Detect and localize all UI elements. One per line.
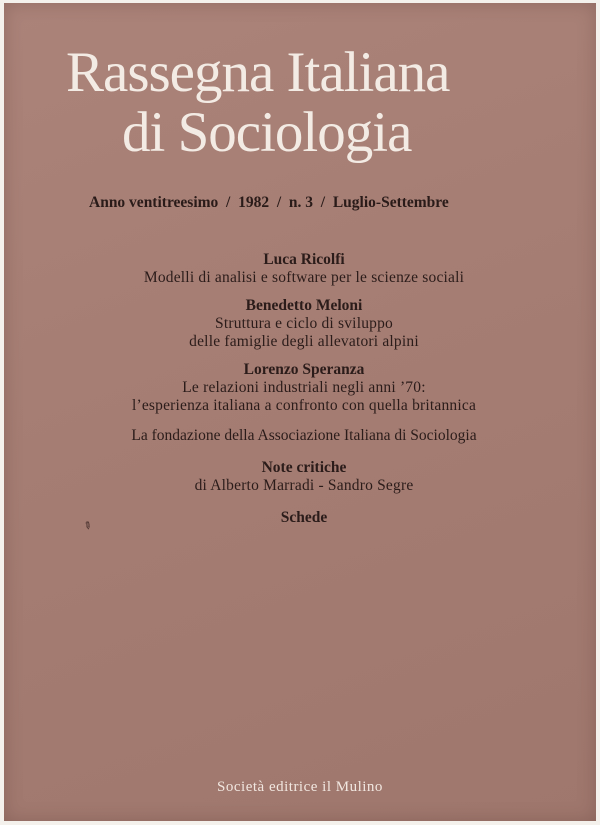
schede-section: Schede bbox=[280, 509, 328, 526]
ink-mark-icon: ✎ bbox=[80, 519, 94, 534]
foundation-article: La fondazione della Associazione Italiana di Sociologia bbox=[131, 427, 477, 444]
article-author: Benedetto Meloni bbox=[245, 297, 363, 314]
article-entry bbox=[68, 297, 540, 351]
article-title-line: Le relazioni industriali negli anni ’70: bbox=[182, 379, 426, 396]
article-entry bbox=[68, 251, 540, 287]
journal-title-line-2: di Sociologia bbox=[122, 101, 412, 164]
publisher-name: Società editrice il Mulino bbox=[217, 779, 383, 795]
journal-cover bbox=[4, 3, 596, 821]
article-entry bbox=[68, 361, 540, 415]
article-author: Lorenzo Speranza bbox=[243, 361, 365, 378]
notes-heading: Note critiche bbox=[261, 459, 347, 476]
article-title-line: Modelli di analisi e software per le scienze sociali bbox=[143, 269, 465, 286]
table-of-contents bbox=[68, 251, 540, 527]
article-title-line: delle famiglie degli allevatori alpini bbox=[189, 333, 419, 350]
issue-info: Anno ventitreesimo / 1982 / n. 3 / Luglio-Settembre bbox=[89, 194, 449, 211]
journal-title bbox=[66, 43, 449, 163]
journal-title-line-1: Rassegna Italiana bbox=[66, 41, 450, 104]
article-title-line: l’esperienza italiana a confronto con quella britannica bbox=[131, 397, 477, 414]
notes-authors: di Alberto Marradi - Sandro Segre bbox=[194, 477, 414, 494]
article-author: Luca Ricolfi bbox=[263, 251, 345, 268]
notes-entry bbox=[68, 459, 540, 495]
article-title-line: Struttura e ciclo di sviluppo bbox=[215, 315, 393, 332]
